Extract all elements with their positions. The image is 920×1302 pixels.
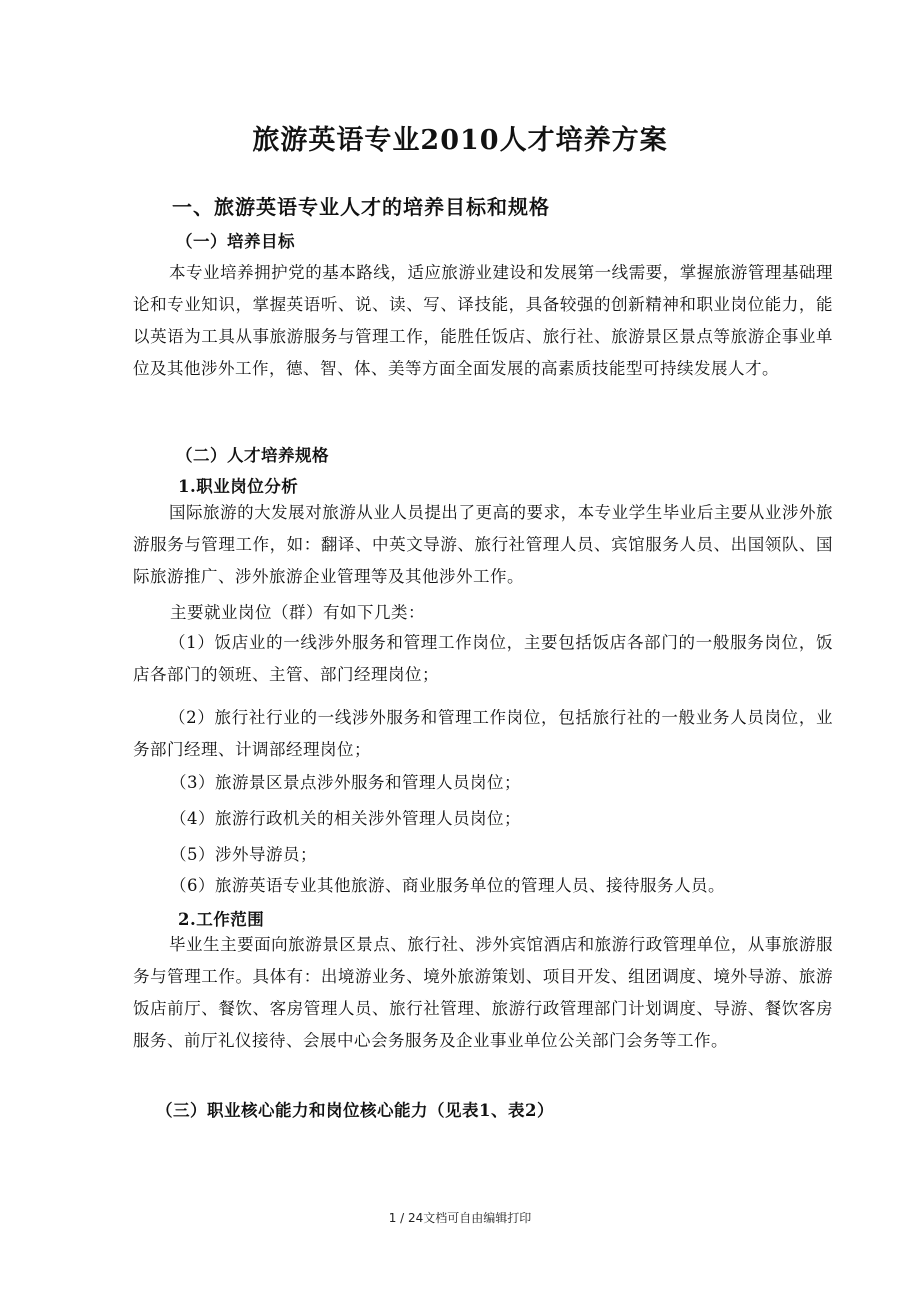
paragraph-job-analysis: 国际旅游的大发展对旅游从业人员提出了更高的要求，本专业学生毕业后主要从业涉外旅游服务与管理工作，如：翻译、中英文导游、旅行社管理人员、宾馆服务人员、出国领队、国际旅游推广、涉外旅游企业管理等及其他涉外工作。: [133, 503, 833, 586]
position-item-1: （1）饭店业的一线涉外服务和管理工作岗位，主要包括饭店各部门的一般服务岗位，饭店各部门的领班、主管、部门经理岗位；: [133, 633, 833, 684]
paragraph-work-scope: 毕业生主要面向旅游景区景点、旅行社、涉外宾馆酒店和旅游行政管理单位，从事旅游服务与管理工作。具体有：出境游业务、境外旅游策划、项目开发、组团调度、境外导游、旅游饭店前厅、餐饮、客房管理人员、旅行社管理、旅游行政管理部门计划调度、导游、餐饮客房服务、前厅礼仪接待、会展中心会务服务及企业事业单位公关部门会务等工作。: [133, 935, 833, 1050]
page-footer: 1 / 24文档可自由编辑打印: [388, 1211, 532, 1225]
section-heading-1: 一、旅游英语专业人才的培养目标和规格: [172, 195, 550, 219]
position-item-6: （6）旅游英语专业其他旅游、商业服务单位的管理人员、接待服务人员。: [170, 876, 725, 895]
subsection-heading-training-spec: （二）人才培养规格: [176, 446, 329, 465]
positions-intro: 主要就业岗位（群）有如下几类：: [170, 603, 425, 622]
position-item-2: （2）旅行社行业的一线涉外服务和管理工作岗位，包括旅行社的一般业务人员岗位，业务部门经理、计调部经理岗位；: [133, 708, 833, 759]
paragraph-training-goal: 本专业培养拥护党的基本路线，适应旅游业建设和发展第一线需要，掌握旅游管理基础理论和专业知识，掌握英语听、说、读、写、译技能，具备较强的创新精神和职业岗位能力，能以英语为工具从事旅游服务与管理工作，能胜任饭店、旅行社、旅游景区景点等旅游企事业单位及其他涉外工作，德、智、体、美等方面全面发展的高素质技能型可持续发展人才。: [133, 263, 833, 378]
position-item-3: （3）旅游景区景点涉外服务和管理人员岗位；: [170, 773, 521, 792]
document-title: 旅游英语专业2010人才培养方案: [252, 125, 668, 156]
position-item-5: （5）涉外导游员；: [170, 845, 317, 864]
item-heading-work-scope: 2.工作范围: [178, 910, 265, 929]
item-heading-job-analysis: 1.职业岗位分析: [178, 477, 299, 496]
subsection-heading-training-goal: （一）培养目标: [176, 232, 295, 251]
subsection-heading-core-abilities: （三）职业核心能力和岗位核心能力（见表1、表2）: [156, 1101, 554, 1120]
position-item-4: （4）旅游行政机关的相关涉外管理人员岗位；: [170, 809, 521, 828]
